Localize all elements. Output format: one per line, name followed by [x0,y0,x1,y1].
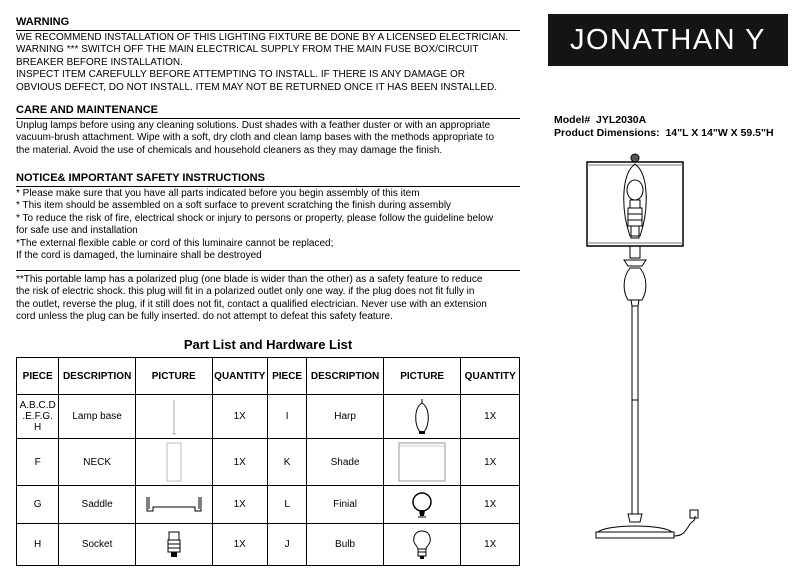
table-row [17,524,520,566]
picture-cell [383,395,461,439]
col-header: PIECE [267,358,306,395]
picture-cell [135,524,212,566]
warning-heading: WARNING [16,16,520,31]
care-heading: CARE AND MAINTENANCE [16,104,520,119]
piece-cell: G [17,486,59,524]
table-row [17,439,520,486]
col-header: PIECE [17,358,59,395]
warning-line: OBVIOUS DEFECT, DO NOT INSTALL. ITEM MAY NOT BE RETURNED ONCE IT HAS BEEN INSTALLED. [16,81,498,93]
quantity-cell: 1X [212,395,267,439]
piece-cell: A.B.C.D .E.F.G. H [17,395,59,439]
notice-line: * Please make sure that you have all parts indicated before you begin assembly of this item [16,188,420,199]
quantity-cell: 1X [461,439,520,486]
model-info [554,114,774,140]
piece-cell: I [267,395,306,439]
parts-table [16,357,520,566]
notice-section [16,172,520,262]
col-header: QUANTITY [212,358,267,395]
quantity-cell: 1X [212,486,267,524]
description-cell: Socket [59,524,136,566]
warning-line: INSPECT ITEM CAREFULLY BEFORE ATTEMPTING TO INSTALL. IF THERE IS ANY DAMAGE OR [16,69,465,81]
piece-cell: J [267,524,306,566]
notice-heading: NOTICE& IMPORTANT SAFETY INSTRUCTIONS [16,172,520,187]
table-row [17,486,520,524]
socket-icon [165,530,183,560]
quantity-cell: 1X [461,395,520,439]
piece-cell: L [267,486,306,524]
table-header-row [17,358,520,395]
lamp-base-icon [169,398,179,436]
polarized-line: the risk of electric shock. this plug will fit in a polarized outlet only one way. if the plug does not fit fully in [16,286,475,298]
picture-cell [383,486,461,524]
warning-section [16,16,520,94]
description-cell: Bulb [307,524,384,566]
table-row [17,395,520,439]
picture-cell [383,439,461,486]
notice-line: If the cord is damaged, the luminaire shall be destroyed [16,250,262,262]
col-header: QUANTITY [461,358,520,395]
picture-cell [135,439,212,486]
care-section [16,104,520,157]
col-header: DESCRIPTION [59,358,136,395]
quantity-cell: 1X [461,486,520,524]
piece-cell: K [267,439,306,486]
care-line: the material. Avoid the use of chemicals and household cleaners as they may damage the finish. [16,144,443,156]
warning-line: WARNING *** SWITCH OFF THE MAIN ELECTRICAL SUPPLY FROM THE MAIN FUSE BOX/CIRCUIT [16,44,479,56]
col-header: PICTURE [135,358,212,395]
description-cell: Harp [307,395,384,439]
shade-icon [397,441,447,483]
finial-icon [410,490,434,520]
notice-line: for safe use and installation [16,225,138,237]
col-header: DESCRIPTION [307,358,384,395]
neck-icon [164,441,184,483]
bulb-icon [411,529,433,561]
warning-line: WE RECOMMEND INSTALLATION OF THIS LIGHTING FIXTURE BE DONE BY A LICENSED ELECTRICIAN. [16,32,509,43]
harp-icon [412,398,432,436]
description-cell: Shade [307,439,384,486]
description-cell: Lamp base [59,395,136,439]
picture-cell [135,486,212,524]
piece-cell: F [17,439,59,486]
piece-cell: H [17,524,59,566]
description-cell: Saddle [59,486,136,524]
notice-line: * To reduce the risk of fire, electrical shock or injury to persons or property, please follow the guideline below [16,212,494,224]
picture-cell [383,524,461,566]
care-line: vacuum-brush attachment. Wipe with a soft, dry cloth and clean lamp bases with the methods appropriate to [16,132,495,144]
notice-line: * This item should be assembled on a soft surface to prevent scratching the finish during assembly [16,200,452,212]
col-header: PICTURE [383,358,461,395]
dimensions-label: Product Dimensions: [554,127,660,139]
saddle-icon [144,493,204,517]
care-line: Unplug lamps before using any cleaning solutions. Dust shades with a feather duster or with an appropriate [16,120,491,131]
warning-line: BREAKER BEFORE INSTALLATION. [16,56,183,68]
quantity-cell: 1X [212,524,267,566]
model-value: JYL2030A [596,114,647,126]
quantity-cell: 1X [461,524,520,566]
description-cell: Finial [307,486,384,524]
polarized-plug-section [16,270,520,324]
brand-logo: JONATHAN Y [548,14,788,66]
picture-cell [135,395,212,439]
polarized-line: **This portable lamp has a polarized plug (one blade is wider than the other) as a safety feature to reduce [16,274,483,285]
dimensions-value: 14"L X 14"W X 59.5"H [665,127,774,139]
quantity-cell: 1X [212,439,267,486]
polarized-line: cord unless the plug can be fully inserted. do not attempt to defeat this safety feature. [16,311,393,323]
polarized-line: the outlet, reverse the plug, if it still does not fit, contact a qualified electrician. Never use with an extension [16,298,487,310]
floor-lamp-illustration [578,150,708,555]
description-cell: NECK [59,439,136,486]
notice-line: *The external flexible cable or cord of this luminaire cannot be replaced; [16,237,334,249]
parts-title: Part List and Hardware List [183,337,353,352]
model-label: Model# [554,114,591,126]
